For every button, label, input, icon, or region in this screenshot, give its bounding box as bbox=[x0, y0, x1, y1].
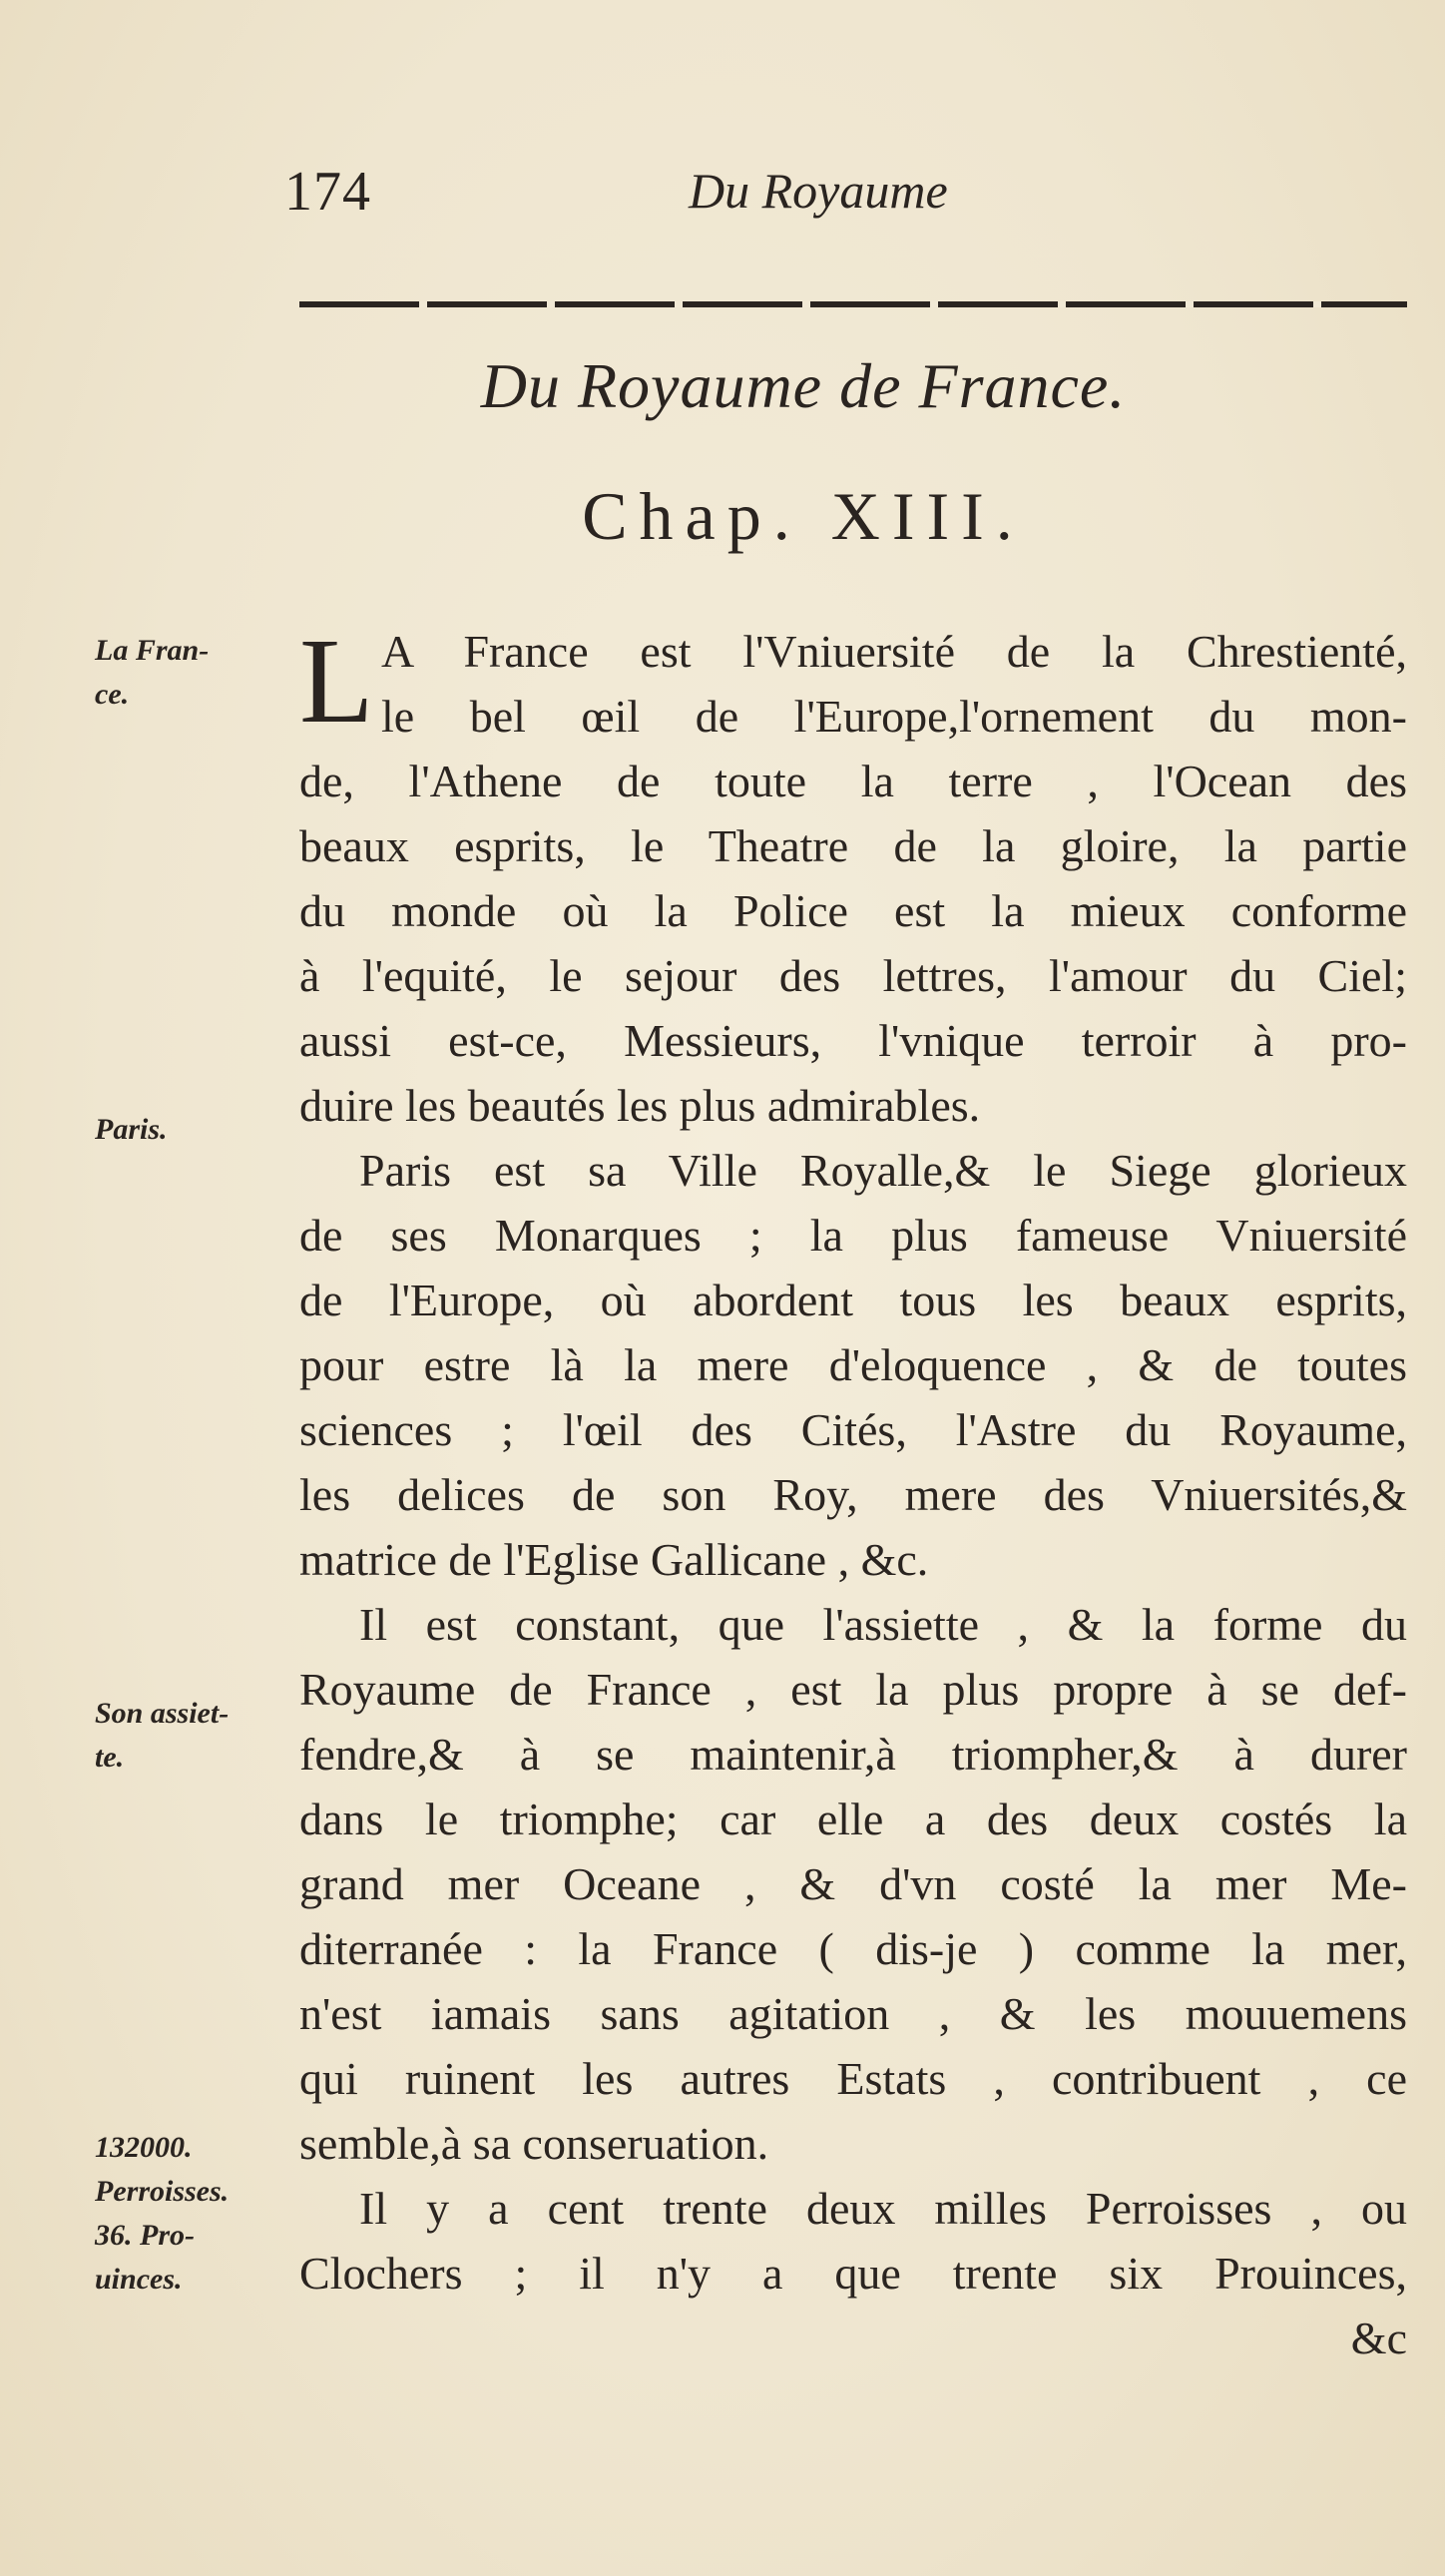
text-line: matrice de l'Eglise Gallicane , &c. bbox=[299, 1534, 929, 1585]
text-line: le bel œil de l'Europe,l'ornement du mon- bbox=[381, 691, 1407, 742]
text-line: pour estre là la mere d'eloquence , & de toutes bbox=[299, 1339, 1407, 1390]
catchword: &c bbox=[1350, 2313, 1407, 2363]
page-number: 174 bbox=[284, 161, 371, 223]
running-head bbox=[284, 160, 1023, 230]
text-line: aussi est-ce, Messieurs, l'vnique terroir à pro- bbox=[299, 1015, 1407, 1066]
text-line: semble,à sa conseruation. bbox=[299, 2118, 769, 2169]
text-line: de ses Monarques ; la plus fameuse Vniuersité bbox=[299, 1210, 1407, 1261]
margin-note: Paris. bbox=[95, 1113, 168, 1146]
text-line: Il est constant, que l'assiette , & la forme du bbox=[359, 1599, 1407, 1650]
text-line: fendre,& à se maintenir,à triompher,& à durer bbox=[299, 1729, 1407, 1780]
drop-cap: L bbox=[299, 614, 374, 749]
text-line: sciences ; l'œil des Cités, l'Astre du Royaume, bbox=[299, 1404, 1407, 1455]
text-line: beaux esprits, le Theatre de la gloire, la partie bbox=[299, 820, 1407, 871]
paragraph bbox=[299, 1592, 1407, 2176]
chapter-body bbox=[299, 614, 1407, 2370]
margin-note: Son assiet- te. bbox=[95, 1697, 230, 1774]
text-line: diterranée : la France ( dis-je ) comme la mer, bbox=[299, 1923, 1407, 1974]
text-line: du monde où la Police est la mieux conforme bbox=[299, 885, 1407, 936]
text-line: Paris est sa Ville Royalle,& le Siege glorieux bbox=[359, 1145, 1407, 1196]
text-line: Il y a cent trente deux milles Perroisses , ou bbox=[359, 2183, 1407, 2234]
text-line: à l'equité, le sejour des lettres, l'amour du Ciel; bbox=[299, 950, 1407, 1001]
paragraph bbox=[299, 2176, 1407, 2306]
chapter-number: Chap. XIII. bbox=[582, 478, 1025, 554]
margin-note: La Fran- ce. bbox=[95, 634, 210, 711]
paragraph bbox=[299, 614, 1407, 1138]
text-line: Clochers ; il n'y a que trente six Prouinces, bbox=[299, 2248, 1407, 2299]
running-title: Du Royaume bbox=[689, 163, 948, 219]
text-line: de l'Europe, où abordent tous les beaux esprits, bbox=[299, 1275, 1407, 1325]
text-line: Royaume de France , est la plus propre à se def- bbox=[299, 1664, 1407, 1715]
text-line: duire les beautés les plus admirables. bbox=[299, 1080, 981, 1131]
text-line: les delices de son Roy, mere des Vniuersités,& bbox=[299, 1469, 1407, 1520]
text-line: dans le triomphe; car elle a des deux costés la bbox=[299, 1794, 1407, 1844]
text-line: A France est l'Vniuersité de la Chrestienté, bbox=[381, 626, 1407, 677]
text-line: qui ruinent les autres Estats , contribuent , ce bbox=[299, 2053, 1407, 2104]
text-line: n'est iamais sans agitation , & les mouuemens bbox=[299, 1988, 1407, 2039]
paragraph bbox=[299, 1138, 1407, 1592]
text-line: de, l'Athene de toute la terre , l'Ocean des bbox=[299, 756, 1407, 806]
text-line: grand mer Oceane , & d'vn costé la mer Me- bbox=[299, 1858, 1407, 1909]
ornamental-rule bbox=[299, 301, 1407, 307]
chapter-heading: Du Royaume de France. bbox=[480, 350, 1127, 421]
margin-note: 132000. Perroisses. 36. Pro- uinces. bbox=[95, 2131, 230, 2296]
